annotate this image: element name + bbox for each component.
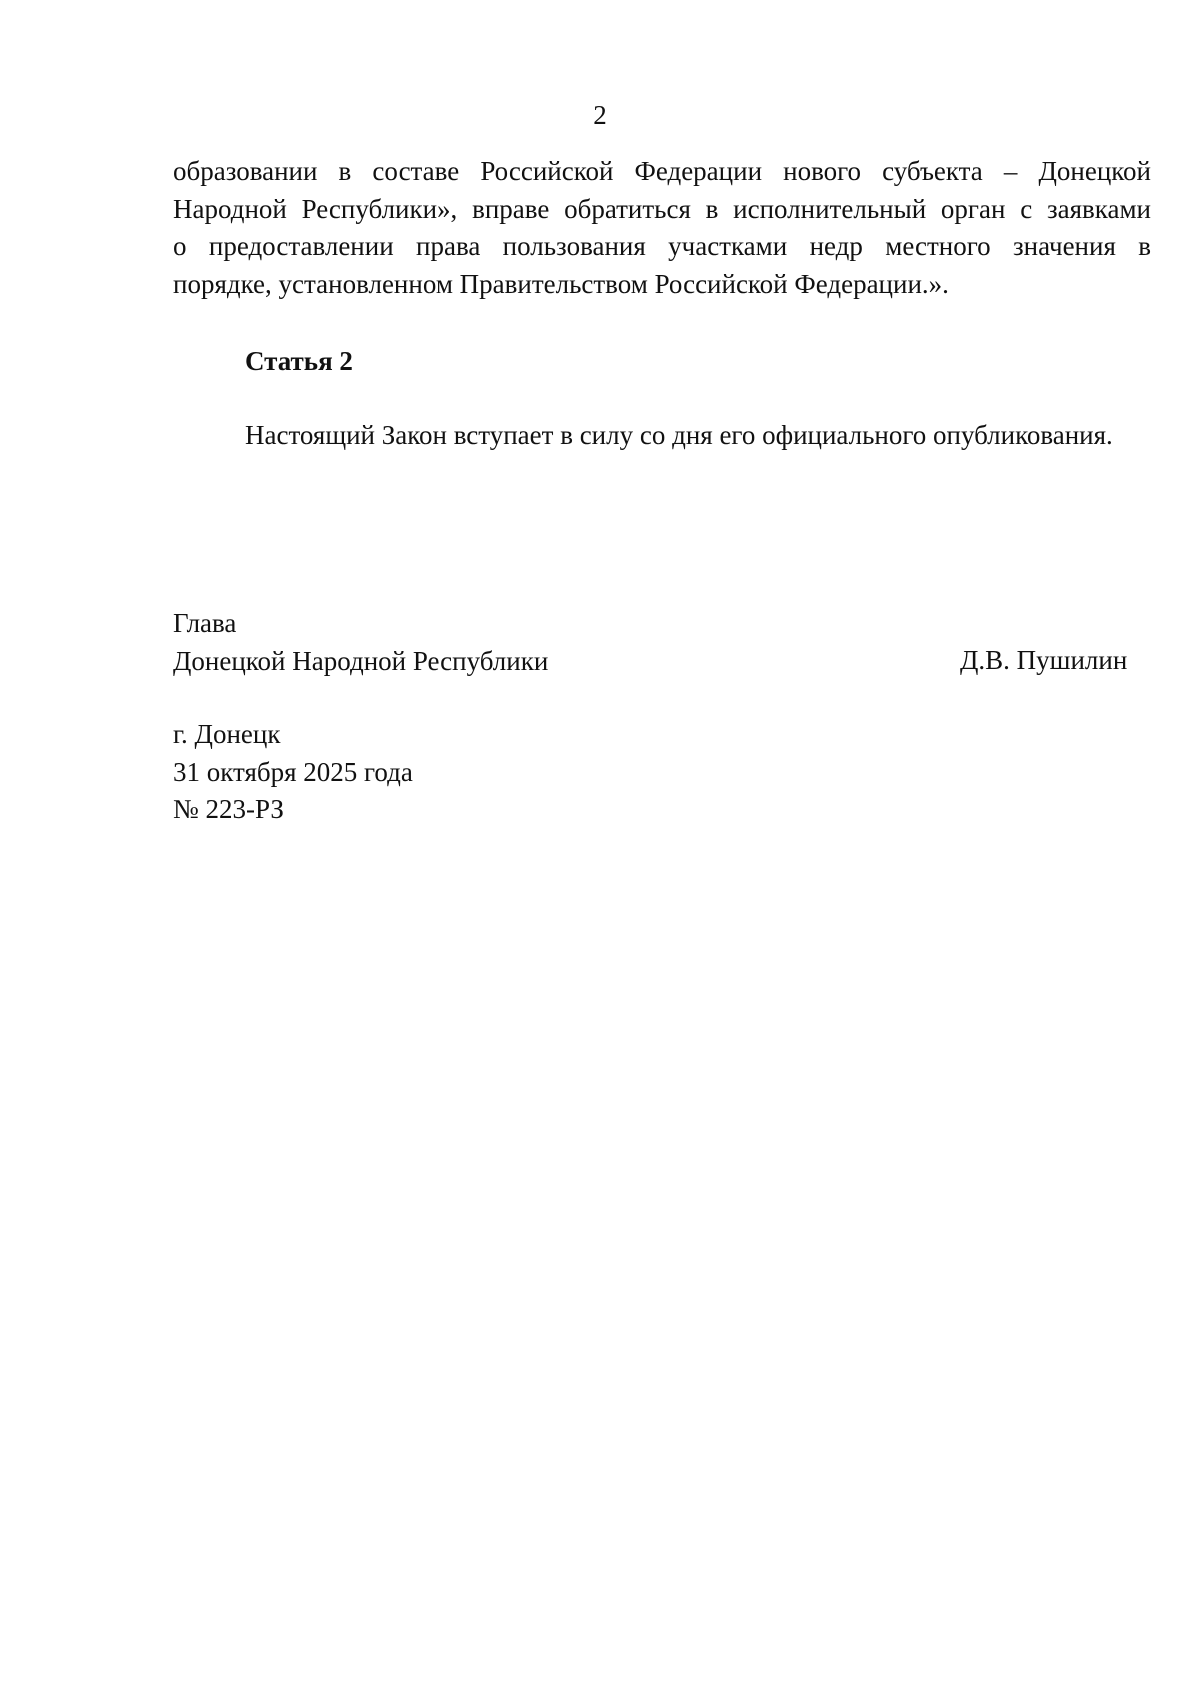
continuation-paragraph xyxy=(173,153,1151,303)
law-number: № 223-РЗ xyxy=(173,794,284,824)
signature-title-line: Глава xyxy=(173,608,237,638)
paragraph-line: о предоставлении права пользования участками недр местного значения в xyxy=(173,231,1151,261)
article-heading: Статья 2 xyxy=(245,346,353,376)
paragraph-line: порядке, установленном Правительством Российской Федерации.». xyxy=(173,268,949,299)
signature-title-line: Донецкой Народной Республики xyxy=(173,645,549,676)
paragraph-line: образовании в составе Российской Федерации нового субъекта – Донецкой xyxy=(173,156,1151,186)
article-body: Настоящий Закон вступает в силу со дня его официального опубликования. xyxy=(245,420,1113,450)
paragraph-line: Народной Республики», вправе обратиться в исполнительный орган с заявками xyxy=(173,193,1151,224)
page-number: 2 xyxy=(593,100,607,130)
signature-name: Д.В. Пушилин xyxy=(960,645,1128,675)
signature-title xyxy=(173,605,548,680)
place-date-block xyxy=(173,716,413,829)
city: г. Донецк xyxy=(173,719,281,749)
date: 31 октября 2025 года xyxy=(173,756,413,787)
